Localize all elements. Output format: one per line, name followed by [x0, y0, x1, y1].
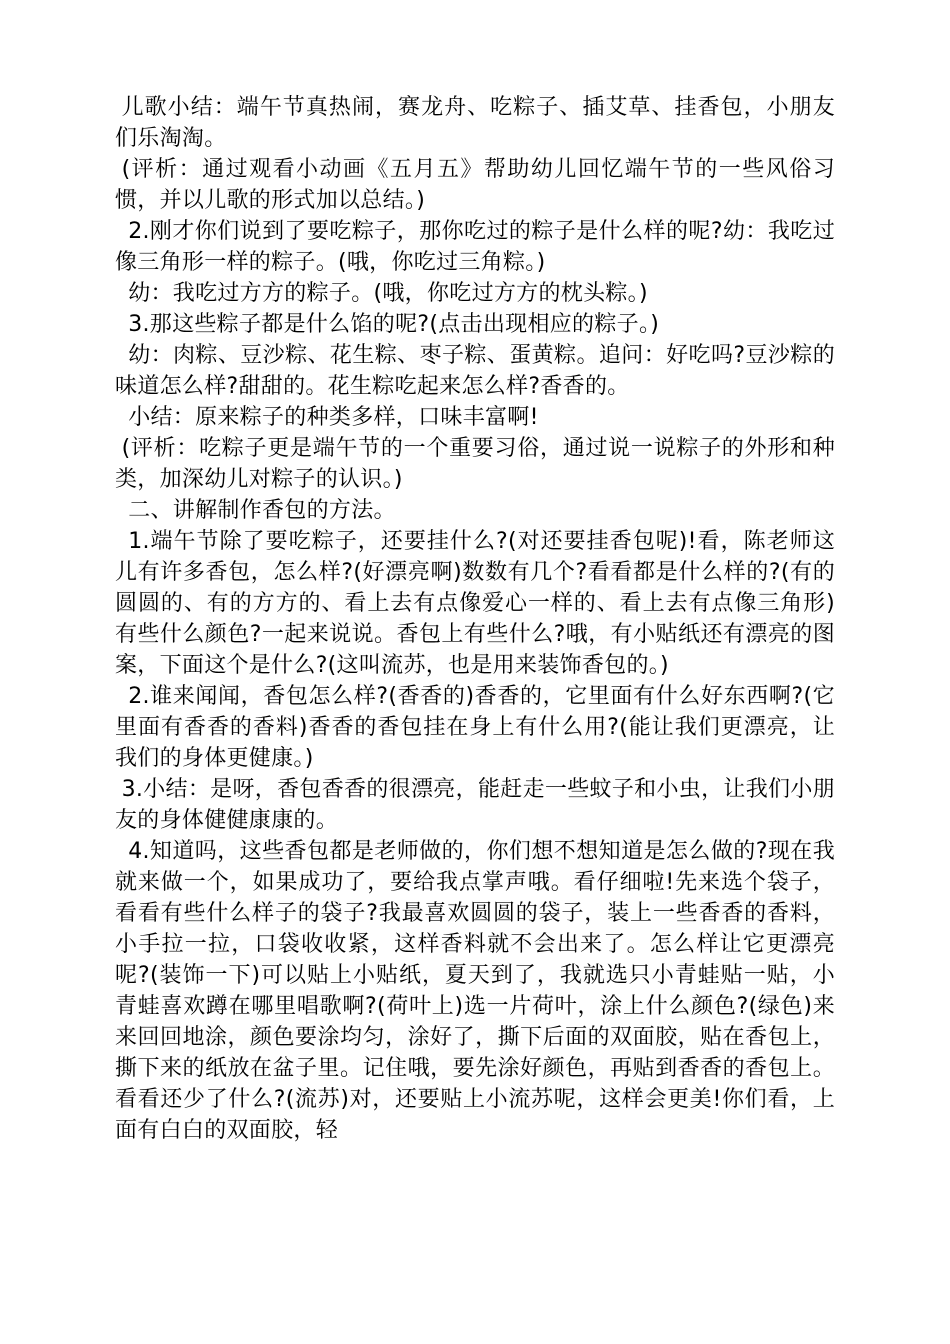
paragraph-sachet-2: 2.谁来闻闻，香包怎么样?(香香的)香香的，它里面有什么好东西啊?(它里面有香香的香料)香香的香包挂在身上有什么用?(能让我们更漂亮，让我们的身体更健康。) — [115, 684, 835, 771]
paragraph-child-fillings: 幼：肉粽、豆沙粽、花生粽、枣子粽、蛋黄粽。追问：好吃吗?豆沙粽的味道怎么样?甜甜的。花生粽吃起来怎么样?香香的。 — [115, 343, 835, 399]
paragraph-summary-zongzi: 小结：原来粽子的种类多样，口味丰富啊! — [128, 405, 539, 430]
paragraph-comment-1: (评析：通过观看小动画《五月五》帮助幼儿回忆端午节的一些风俗习惯，并以儿歌的形式加以总结。) — [115, 157, 835, 213]
paragraph-rhyme-summary: 儿歌小结：端午节真热闹，赛龙舟、吃粽子、插艾草、挂香包，小朋友们乐淘淘。 — [115, 95, 835, 151]
paragraph-item-3: 3.那这些粽子都是什么馅的呢?(点击出现相应的粽子。) — [128, 312, 660, 337]
paragraph-sachet-4: 4.知道吗，这些香包都是老师做的，你们想不想知道是怎么做的?现在我就来做一个，如果成功了，要给我点掌声哦。看仔细啦!先来选个袋子，看看有些什么样子的袋子?我最喜欢圆圆的袋子，装上一些香香的香料，小手拉一拉，口袋收收紧，这样香料就不会出来了。怎么样让它更漂亮呢?(装饰一下)可以贴上小贴纸，夏天到了，我就选只小青蛙贴一贴，小青蛙喜欢蹲在哪里唱歌啊?(荷叶上)选一片荷叶，涂上什么颜色?(绿色)来来回回地涂，颜色要涂均匀，涂好了，撕下后面的双面胶，贴在香包上，撕下来的纸放在盆子里。记住哦，要先涂好颜色，再贴到香香的香包上。看看还少了什么?(流苏)对，还要贴上小流苏呢，这样会更美!你们看，上面有白白的双面胶，轻 — [115, 839, 835, 1143]
document-page — [115, 92, 835, 1146]
paragraph-child-answer: 幼：我吃过方方的粽子。(哦，你吃过方方的枕头粽。) — [128, 281, 648, 306]
section-heading-sachet: 二、讲解制作香包的方法。 — [128, 498, 396, 523]
paragraph-item-2: 2.刚才你们说到了要吃粽子，那你吃过的粽子是什么样的呢?幼：我吃过像三角形一样的粽子。(哦，你吃过三角粽。) — [115, 219, 835, 275]
paragraph-sachet-3: 3.小结：是呀，香包香香的很漂亮，能赶走一些蚊子和小虫，让我们小朋友的身体健健康康的。 — [115, 777, 835, 833]
paragraph-comment-2: (评析：吃粽子更是端午节的一个重要习俗，通过说一说粽子的外形和种类，加深幼儿对粽子的认识。) — [115, 436, 835, 492]
paragraph-sachet-1: 1.端午节除了要吃粽子，还要挂什么?(对还要挂香包呢)!看，陈老师这儿有许多香包，怎么样?(好漂亮啊)数数有几个?看看都是什么样的?(有的圆圆的、有的方方的、看上去有点像爱心一样的、看上去有点像三角形)有些什么颜色?一起来说说。香包上有些什么?哦，有小贴纸还有漂亮的图案，下面这个是什么?(这叫流苏，也是用来装饰香包的。) — [115, 529, 835, 678]
